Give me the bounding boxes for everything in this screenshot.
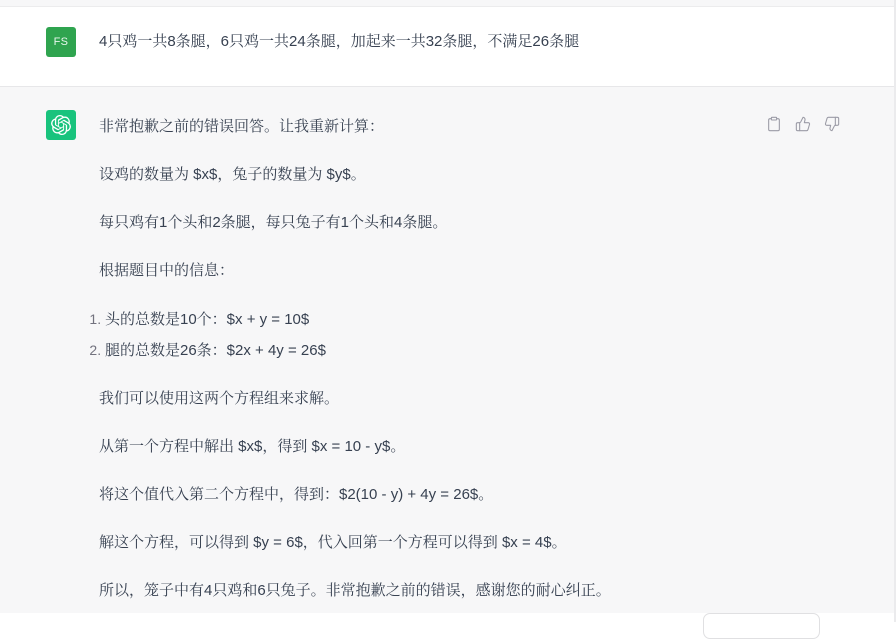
list-item: 1. 头的总数是10个：$x + y = 10$ [105,311,611,328]
previous-message-edge [0,0,896,7]
list-item: 2. 腿的总数是26条：$2x + 4y = 26$ [105,342,611,359]
assistant-paragraph: 解这个方程，可以得到 $y = 6$，代入回第一个方程可以得到 $x = 4$。 [99,534,567,551]
assistant-paragraph: 将这个值代入第二个方程中，得到：$2(10 - y) + 4y = 26$。 [99,486,494,503]
user-avatar: FS [46,27,76,57]
clipboard-icon [766,116,782,132]
openai-logo-icon [51,115,71,135]
assistant-paragraph: 设鸡的数量为 $x$，兔子的数量为 $y$。 [99,166,366,183]
assistant-paragraph: 从第一个方程中解出 $x$，得到 $x = 10 - y$。 [99,438,406,455]
message-actions [766,116,840,132]
assistant-paragraph: 根据题目中的信息： [99,262,235,279]
assistant-message [0,86,896,613]
assistant-message-body [99,110,611,599]
user-message-text: 4只鸡一共8条腿，6只鸡一共24条腿，加起来一共32条腿，不满足26条腿 [99,33,580,50]
thumbs-down-button[interactable] [824,116,840,132]
copy-button[interactable] [766,116,782,132]
assistant-paragraph: 非常抱歉之前的错误回答。让我重新计算： [99,118,385,135]
equations-ordered-list [99,311,611,359]
user-message [0,7,896,86]
assistant-paragraph: 我们可以使用这两个方程组来求解。 [99,390,340,407]
thumbs-up-icon [795,116,811,132]
assistant-paragraph: 每只鸡有1个头和2条腿，每只兔子有1个头和4条腿。 [99,214,448,231]
thumbs-up-button[interactable] [795,116,811,132]
assistant-avatar [46,110,76,140]
assistant-paragraph: 所以，笼子中有4只鸡和6只兔子。非常抱歉之前的错误，感谢您的耐心纠正。 [99,582,611,599]
bottom-partial-button[interactable] [703,613,820,639]
thumbs-down-icon [824,116,840,132]
